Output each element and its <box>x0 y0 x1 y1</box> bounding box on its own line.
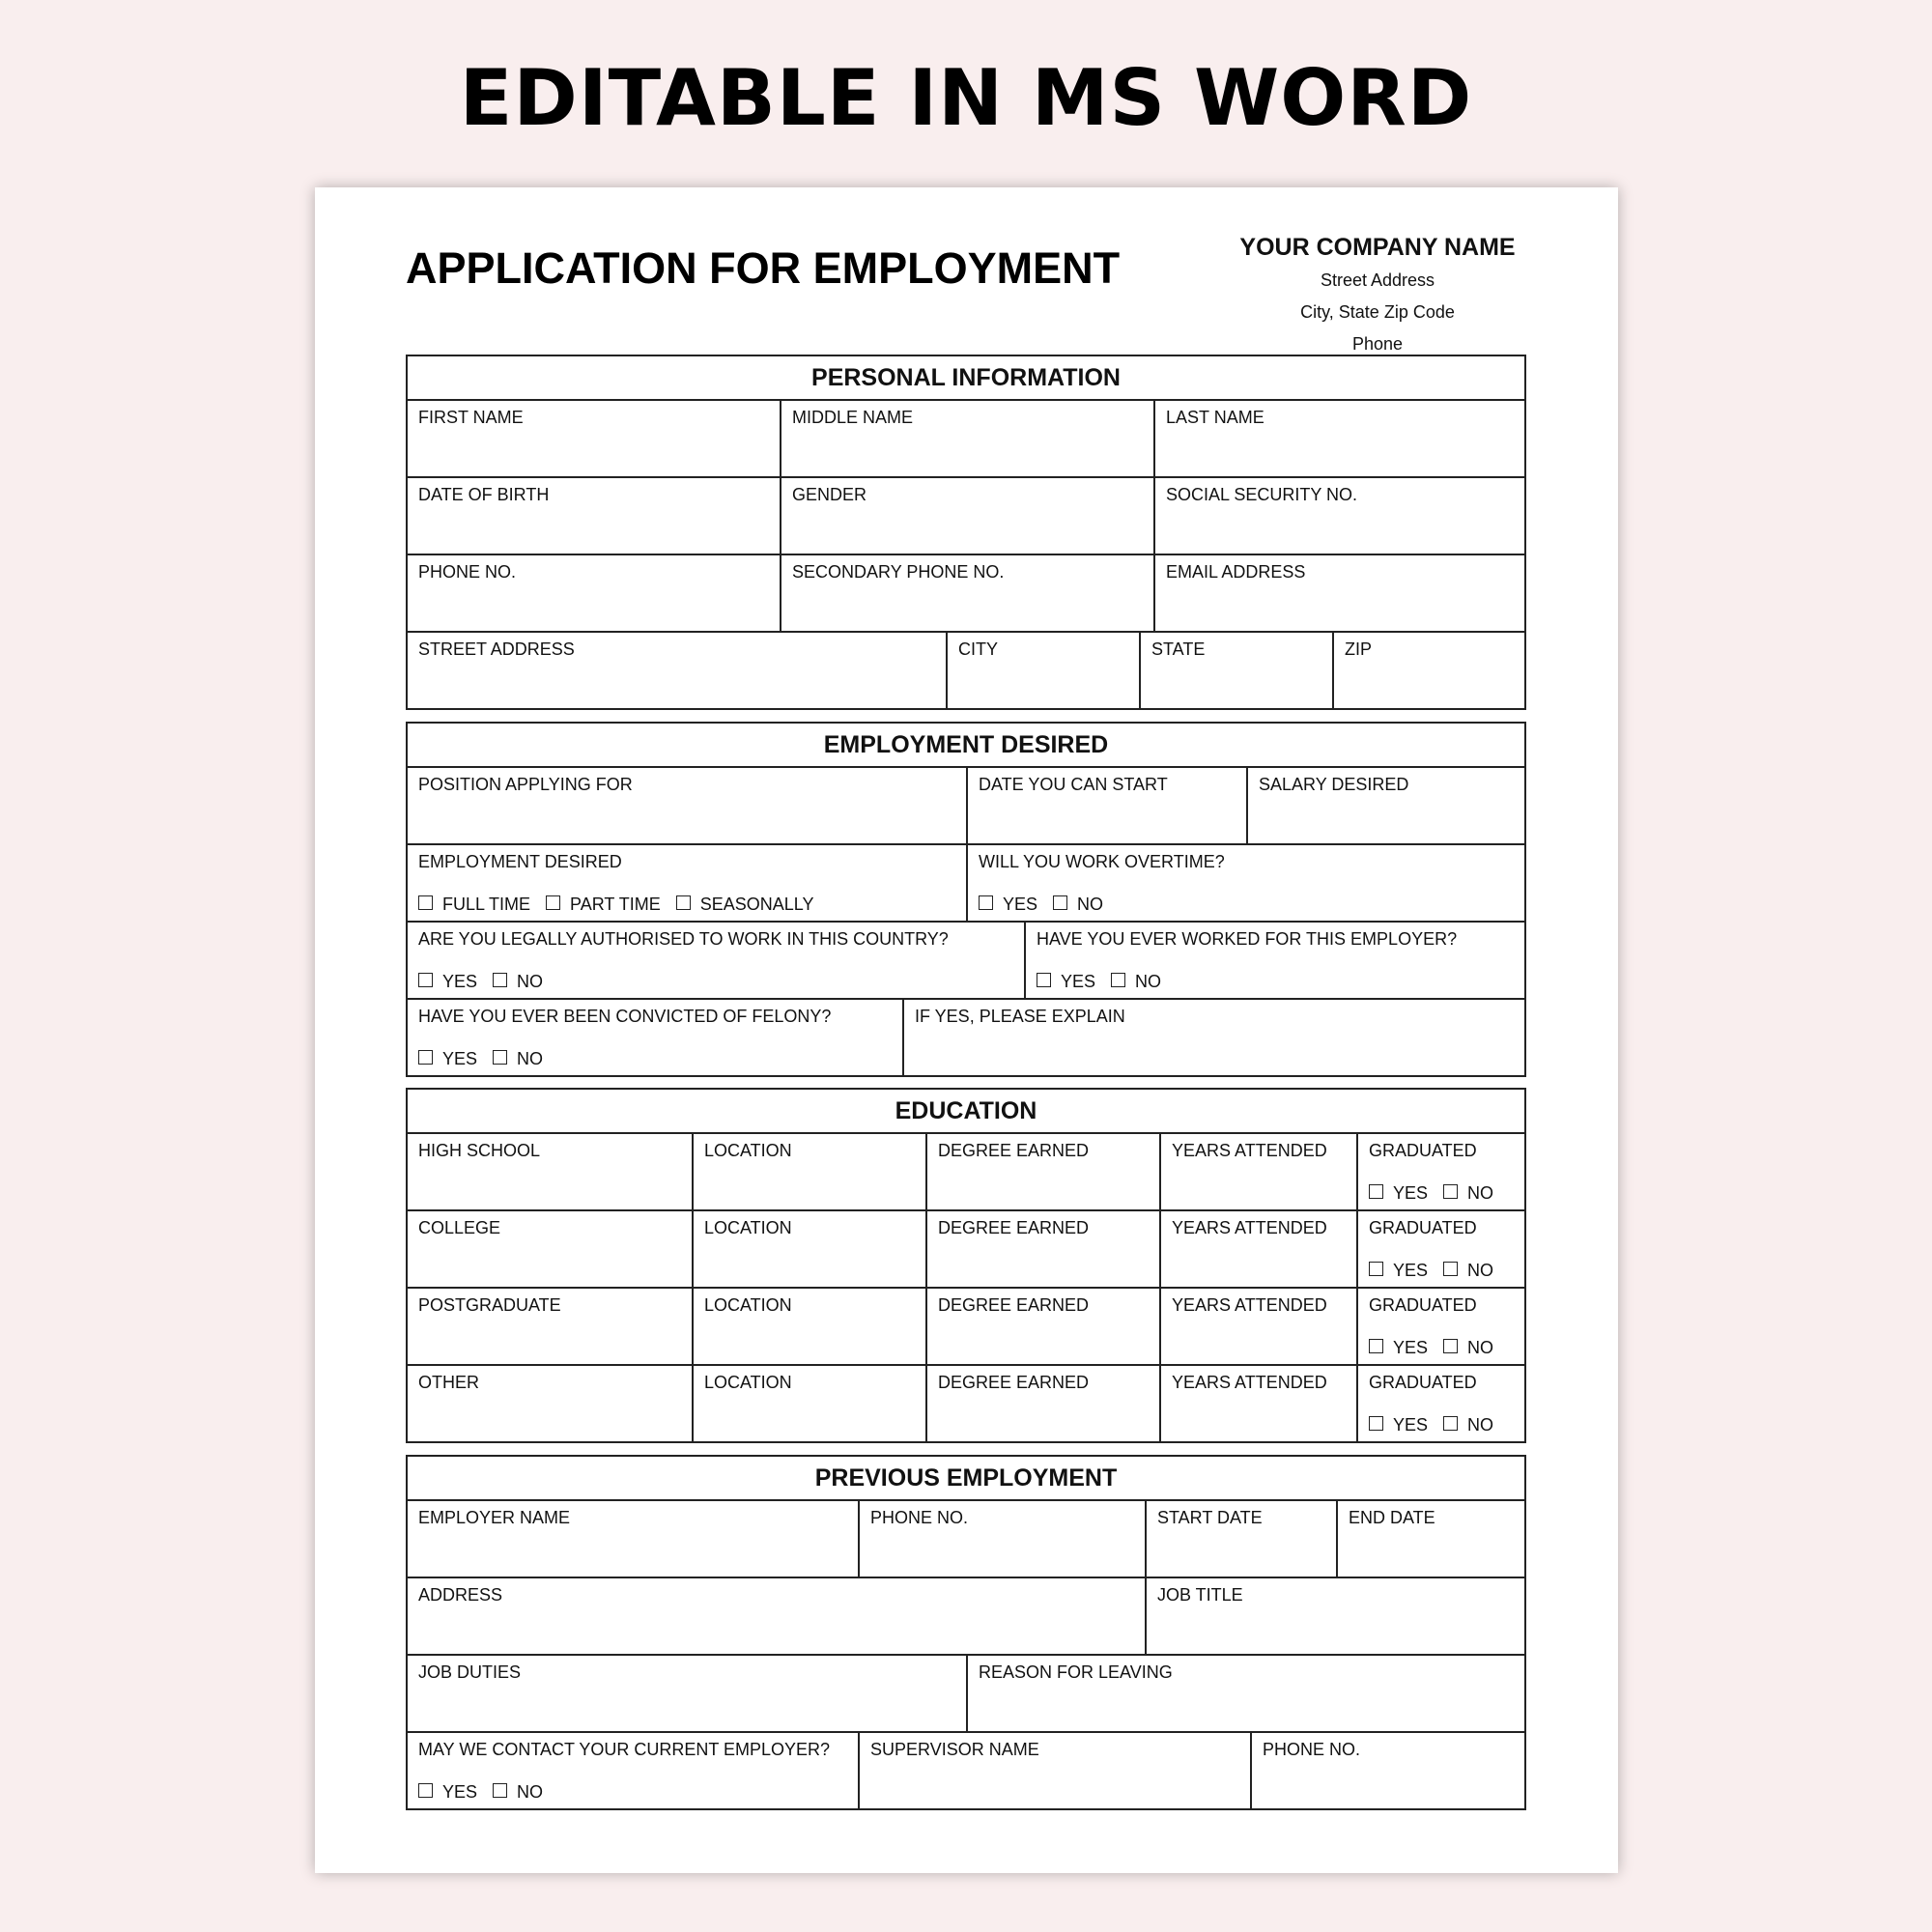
checkbox[interactable] <box>418 973 433 987</box>
field-label: DEGREE EARNED <box>938 1141 1090 1160</box>
yes-option[interactable] <box>1369 1260 1428 1281</box>
field-label: ARE YOU LEGALLY AUTHORISED TO WORK IN THIS COUNTRY? <box>418 929 949 949</box>
secondary-phone-field[interactable] <box>781 555 1155 631</box>
employment-type-field <box>408 845 968 921</box>
degree-field[interactable] <box>927 1211 1161 1287</box>
form-row <box>408 555 1524 633</box>
location-field[interactable] <box>694 1289 927 1364</box>
yes-option[interactable] <box>1369 1182 1428 1204</box>
field-label: FIRST NAME <box>418 408 524 427</box>
form-row <box>408 845 1524 923</box>
checkbox[interactable] <box>979 895 993 910</box>
field-label: ZIP <box>1345 639 1373 659</box>
option-label: NO <box>517 1049 544 1068</box>
no-option[interactable] <box>493 1781 543 1803</box>
checkbox[interactable] <box>1369 1416 1383 1431</box>
contact-employer-field <box>408 1733 860 1808</box>
checkbox[interactable] <box>1443 1262 1458 1276</box>
location-field[interactable] <box>694 1134 927 1209</box>
email-field[interactable] <box>1155 555 1524 631</box>
graduated-field <box>1358 1134 1524 1209</box>
yes-option[interactable] <box>418 971 477 992</box>
checkbox[interactable] <box>418 1783 433 1798</box>
field-label: START DATE <box>1157 1508 1263 1527</box>
supervisor-phone-field[interactable] <box>1252 1733 1524 1808</box>
field-label: LOCATION <box>704 1218 792 1237</box>
yes-option[interactable] <box>1369 1337 1428 1358</box>
field-label: YEARS ATTENDED <box>1172 1295 1327 1315</box>
phone-field[interactable] <box>408 555 781 631</box>
option-label: SEASONALLY <box>699 895 814 914</box>
section-heading: PREVIOUS EMPLOYMENT <box>408 1457 1524 1501</box>
worked-before-field <box>1026 923 1524 998</box>
no-option[interactable] <box>1111 971 1161 992</box>
option-label: NO <box>1135 972 1162 991</box>
job-title-field[interactable] <box>1147 1578 1524 1654</box>
no-option[interactable] <box>1443 1182 1493 1204</box>
field-label: PHONE NO. <box>418 562 517 582</box>
field-label: CITY <box>958 639 999 659</box>
field-label: GRADUATED <box>1369 1295 1477 1315</box>
years-attended-field[interactable] <box>1161 1134 1358 1209</box>
field-label: EMAIL ADDRESS <box>1166 562 1306 582</box>
form-row <box>408 1000 1524 1075</box>
years-attended-field[interactable] <box>1161 1366 1358 1441</box>
seasonally-option[interactable] <box>676 894 814 915</box>
school-level-field[interactable] <box>408 1211 694 1287</box>
graduated-field <box>1358 1211 1524 1287</box>
option-label: YES <box>1393 1183 1429 1203</box>
city-field[interactable] <box>948 633 1141 708</box>
field-label: MAY WE CONTACT YOUR CURRENT EMPLOYER? <box>418 1740 831 1759</box>
checkbox[interactable] <box>418 1050 433 1065</box>
field-label: SECONDARY PHONE NO. <box>792 562 1005 582</box>
yes-option[interactable] <box>1037 971 1095 992</box>
field-label: GRADUATED <box>1369 1141 1477 1160</box>
field-label: SUPERVISOR NAME <box>870 1740 1039 1759</box>
first-name-field[interactable] <box>408 401 781 476</box>
option-label: NO <box>1467 1338 1494 1357</box>
degree-field[interactable] <box>927 1366 1161 1441</box>
form-row <box>408 1733 1524 1808</box>
field-label: COLLEGE <box>418 1218 501 1237</box>
company-phone: Phone <box>1351 334 1404 354</box>
field-label: HAVE YOU EVER BEEN CONVICTED OF FELONY? <box>418 1007 832 1026</box>
field-label: EMPLOYMENT DESIRED <box>418 852 622 871</box>
school-level-field[interactable] <box>408 1289 694 1364</box>
explain-field[interactable] <box>904 1000 1524 1075</box>
location-field[interactable] <box>694 1366 927 1441</box>
checkbox[interactable] <box>418 895 433 910</box>
overtime-field <box>968 845 1524 921</box>
graduated-field <box>1358 1289 1524 1364</box>
field-label: SOCIAL SECURITY NO. <box>1166 485 1358 504</box>
date-of-birth-field[interactable] <box>408 478 781 554</box>
field-label: YEARS ATTENDED <box>1172 1141 1327 1160</box>
field-label: DATE OF BIRTH <box>418 485 550 504</box>
checkbox[interactable] <box>493 1050 507 1065</box>
part-time-option[interactable] <box>546 894 661 915</box>
option-label: NO <box>517 1782 544 1802</box>
option-label: YES <box>1393 1415 1429 1435</box>
field-label: LAST NAME <box>1166 408 1264 427</box>
field-label: LOCATION <box>704 1295 792 1315</box>
checkbox[interactable] <box>493 1783 507 1798</box>
field-label: DEGREE EARNED <box>938 1218 1090 1237</box>
form-row <box>408 1501 1524 1578</box>
section-heading: EDUCATION <box>408 1090 1524 1134</box>
middle-name-field[interactable] <box>781 401 1155 476</box>
option-label: NO <box>517 972 544 991</box>
option-label: YES <box>442 1049 478 1068</box>
field-label: STATE <box>1151 639 1206 659</box>
field-label: ADDRESS <box>418 1585 503 1605</box>
option-label: YES <box>1393 1261 1429 1280</box>
field-label: EMPLOYER NAME <box>418 1508 571 1527</box>
form-page <box>315 187 1618 1873</box>
field-label: OTHER <box>418 1373 479 1392</box>
degree-field[interactable] <box>927 1134 1161 1209</box>
employer-name-field[interactable] <box>408 1501 860 1577</box>
form-row <box>408 768 1524 845</box>
option-label: FULL TIME <box>442 895 531 914</box>
form-row <box>408 923 1524 1000</box>
field-label: GRADUATED <box>1369 1373 1477 1392</box>
section-heading: EMPLOYMENT DESIRED <box>408 724 1524 768</box>
form-title: APPLICATION FOR EMPLOYMENT <box>406 243 1121 293</box>
field-label: PHONE NO. <box>1263 1740 1361 1759</box>
personal-information-section <box>406 355 1526 710</box>
no-option[interactable] <box>1443 1414 1493 1435</box>
checkbox[interactable] <box>1443 1339 1458 1353</box>
section-heading: PERSONAL INFORMATION <box>408 356 1524 401</box>
employer-phone-field[interactable] <box>860 1501 1147 1577</box>
banner-heading: EDITABLE IN MS WORD <box>459 53 1473 143</box>
field-label: IF YES, PLEASE EXPLAIN <box>915 1007 1125 1026</box>
company-name: YOUR COMPANY NAME <box>1239 234 1516 261</box>
form-row <box>408 1578 1524 1656</box>
salary-field[interactable] <box>1248 768 1524 843</box>
field-label: JOB DUTIES <box>418 1662 522 1682</box>
company-city: City, State Zip Code <box>1300 302 1455 322</box>
field-label: MIDDLE NAME <box>792 408 914 427</box>
option-label: YES <box>442 1782 478 1802</box>
field-label: YEARS ATTENDED <box>1172 1373 1327 1392</box>
field-label: HIGH SCHOOL <box>418 1141 541 1160</box>
field-label: JOB TITLE <box>1157 1585 1243 1605</box>
school-level-field[interactable] <box>408 1134 694 1209</box>
field-label: PHONE NO. <box>870 1508 969 1527</box>
employment-end-field[interactable] <box>1338 1501 1524 1577</box>
felony-field <box>408 1000 904 1075</box>
checkbox[interactable] <box>1369 1262 1383 1276</box>
form-row <box>408 401 1524 478</box>
degree-field[interactable] <box>927 1289 1161 1364</box>
last-name-field[interactable] <box>1155 401 1524 476</box>
ssn-field[interactable] <box>1155 478 1524 554</box>
state-field[interactable] <box>1141 633 1334 708</box>
position-field[interactable] <box>408 768 968 843</box>
reason-for-leaving-field[interactable] <box>968 1656 1524 1731</box>
field-label: HAVE YOU EVER WORKED FOR THIS EMPLOYER? <box>1037 929 1458 949</box>
field-label: DEGREE EARNED <box>938 1295 1090 1315</box>
checkbox[interactable] <box>1111 973 1125 987</box>
yes-option[interactable] <box>979 894 1037 915</box>
years-attended-field[interactable] <box>1161 1289 1358 1364</box>
yes-option[interactable] <box>418 1048 477 1069</box>
option-label: NO <box>1467 1183 1494 1203</box>
field-label: END DATE <box>1349 1508 1435 1527</box>
no-option[interactable] <box>493 971 543 992</box>
employment-start-field[interactable] <box>1147 1501 1338 1577</box>
field-label: POSITION APPLYING FOR <box>418 775 633 794</box>
field-label: DEGREE EARNED <box>938 1373 1090 1392</box>
field-label: GRADUATED <box>1369 1218 1477 1237</box>
gender-field[interactable] <box>781 478 1155 554</box>
location-field[interactable] <box>694 1211 927 1287</box>
no-option[interactable] <box>1443 1337 1493 1358</box>
start-date-field[interactable] <box>968 768 1248 843</box>
checkbox[interactable] <box>676 895 691 910</box>
field-label: LOCATION <box>704 1373 792 1392</box>
no-option[interactable] <box>1443 1260 1493 1281</box>
form-row <box>408 633 1524 708</box>
field-label: WILL YOU WORK OVERTIME? <box>979 852 1225 871</box>
option-label: YES <box>442 972 478 991</box>
field-label: YEARS ATTENDED <box>1172 1218 1327 1237</box>
employer-address-field[interactable] <box>408 1578 1147 1654</box>
table-row <box>408 1366 1524 1441</box>
checkbox[interactable] <box>1369 1339 1383 1353</box>
checkbox[interactable] <box>1037 973 1051 987</box>
option-label: NO <box>1467 1261 1494 1280</box>
job-duties-field[interactable] <box>408 1656 968 1731</box>
years-attended-field[interactable] <box>1161 1211 1358 1287</box>
no-option[interactable] <box>493 1048 543 1069</box>
option-label: PART TIME <box>570 895 661 914</box>
field-label: DATE YOU CAN START <box>979 775 1168 794</box>
option-label: NO <box>1077 895 1104 914</box>
zip-field[interactable] <box>1334 633 1524 708</box>
no-option[interactable] <box>1053 894 1103 915</box>
form-row <box>408 478 1524 555</box>
checkbox[interactable] <box>1053 895 1067 910</box>
supervisor-name-field[interactable] <box>860 1733 1252 1808</box>
checkbox[interactable] <box>1443 1416 1458 1431</box>
option-label: NO <box>1467 1415 1494 1435</box>
field-label: STREET ADDRESS <box>418 639 575 659</box>
checkbox[interactable] <box>546 895 560 910</box>
table-row <box>408 1289 1524 1366</box>
table-row <box>408 1134 1524 1211</box>
school-level-field[interactable] <box>408 1366 694 1441</box>
option-label: YES <box>1061 972 1096 991</box>
company-street: Street Address <box>1320 270 1435 290</box>
street-address-field[interactable] <box>408 633 948 708</box>
table-row <box>408 1211 1524 1289</box>
previous-employment-section <box>406 1455 1526 1810</box>
graduated-field <box>1358 1366 1524 1441</box>
checkbox[interactable] <box>1369 1184 1383 1199</box>
checkbox[interactable] <box>1443 1184 1458 1199</box>
full-time-option[interactable] <box>418 894 530 915</box>
field-label: REASON FOR LEAVING <box>979 1662 1173 1682</box>
field-label: SALARY DESIRED <box>1259 775 1409 794</box>
yes-option[interactable] <box>418 1781 477 1803</box>
option-label: YES <box>1393 1338 1429 1357</box>
field-label: GENDER <box>792 485 867 504</box>
employment-desired-section <box>406 722 1526 1077</box>
form-row <box>408 1656 1524 1733</box>
field-label: LOCATION <box>704 1141 792 1160</box>
education-section <box>406 1088 1526 1443</box>
authorised-field <box>408 923 1026 998</box>
yes-option[interactable] <box>1369 1414 1428 1435</box>
checkbox[interactable] <box>493 973 507 987</box>
option-label: YES <box>1003 895 1038 914</box>
field-label: POSTGRADUATE <box>418 1295 561 1315</box>
company-block <box>1204 230 1551 360</box>
